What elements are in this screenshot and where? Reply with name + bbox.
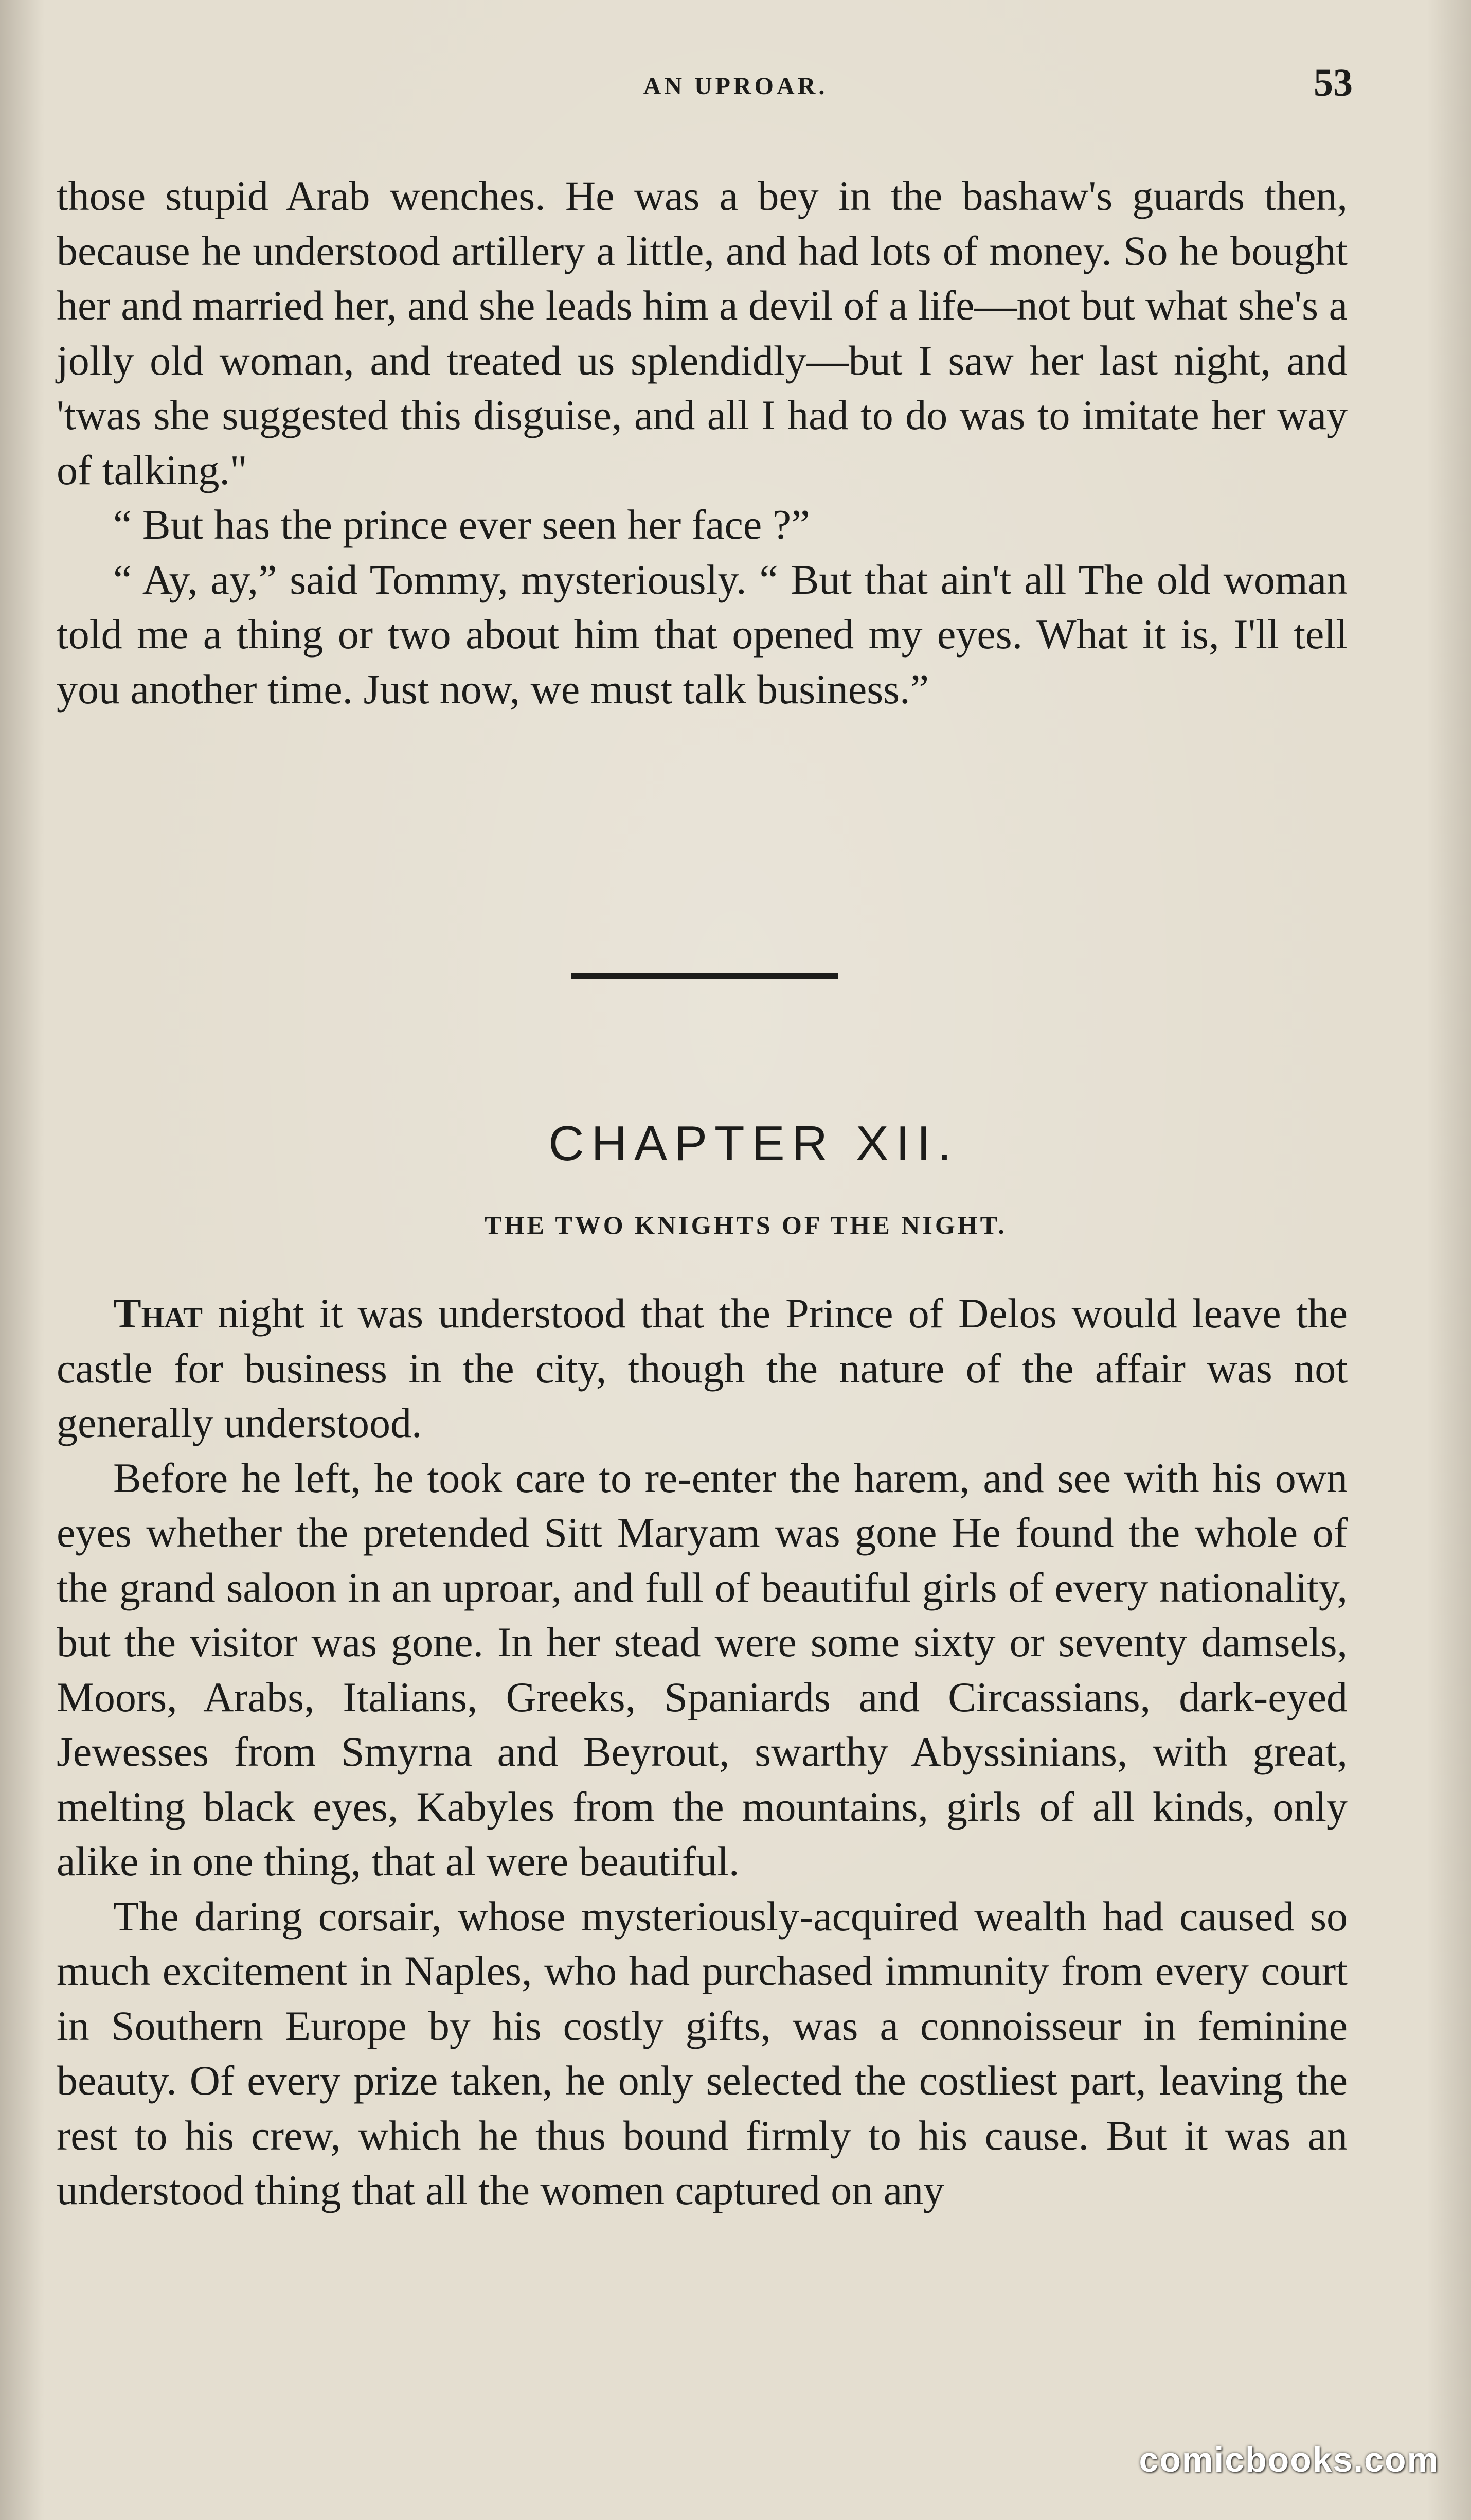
page-number: 53 bbox=[1314, 61, 1353, 104]
watermark-logo: comicbooks.com bbox=[1139, 2440, 1439, 2479]
paragraph: “ But has the prince ever seen her face ?” bbox=[113, 501, 810, 548]
chapter-text bbox=[57, 1286, 1348, 2218]
opening-word: That bbox=[113, 1290, 203, 1337]
running-head: AN UPROAR. bbox=[643, 73, 828, 100]
paragraph: those stupid Arab wenches. He was a bey in the bashaw's guards then, because he understood artillery a little, and had lots of money. So he bought her and married her, and she leads him a devil of a life—not but what she's a jolly old woman, and treated us splendidly—but I saw her last night, and 'twas she suggested this disguise, and all I had to do was to imitate her way of talking." bbox=[57, 172, 1348, 493]
section-divider bbox=[571, 973, 838, 979]
opening-text: night it was understood that the Prince of Delos would leave the castle for business in the city, though the nature of the affair was not generally understood. bbox=[57, 1290, 1348, 1446]
paragraph: Before he left, he took care to re-enter the harem, and see with his own eyes whether the pretended Sitt Maryam was gone He found the whole of the grand saloon in an uproar, and full of beautiful girls of every nationality, but the visitor was gone. In her stead were some sixty or seventy damsels, Moors, Arabs, Italians, Greeks, Spaniards and Circassians, dark-eyed Jewesses from Smyrna and Beyrout, swarthy Abyssinians, with great, melting black eyes, Kabyles from the mountains, girls of all kinds, only alike in one thing, that al were beautiful. bbox=[57, 1454, 1348, 1885]
chapter-subtitle: THE TWO KNIGHTS OF THE NIGHT. bbox=[485, 1211, 1007, 1239]
paragraph: The daring corsair, whose mysteriously-acquired wealth had caused so much excitement in Naples, who had purchased immunity from every court in Southern Europe by his costly gifts, was a connoisseur in feminine beauty. Of every prize taken, he only selected the costliest part, leaving the rest to his crew, which he thus bound firmly to his cause. But it was an understood thing that all the women captured on any bbox=[57, 1892, 1348, 2213]
continued-text bbox=[57, 169, 1348, 717]
paragraph: “ Ay, ay,” said Tommy, mysteriously. “ But that ain't all The old woman told me a thing or two about him that opened my eyes. What it is, I'll tell you another time. Just now, we must talk business.” bbox=[57, 556, 1348, 713]
chapter-title: CHAPTER XII. bbox=[548, 1116, 959, 1171]
paragraph bbox=[57, 1286, 1348, 1451]
